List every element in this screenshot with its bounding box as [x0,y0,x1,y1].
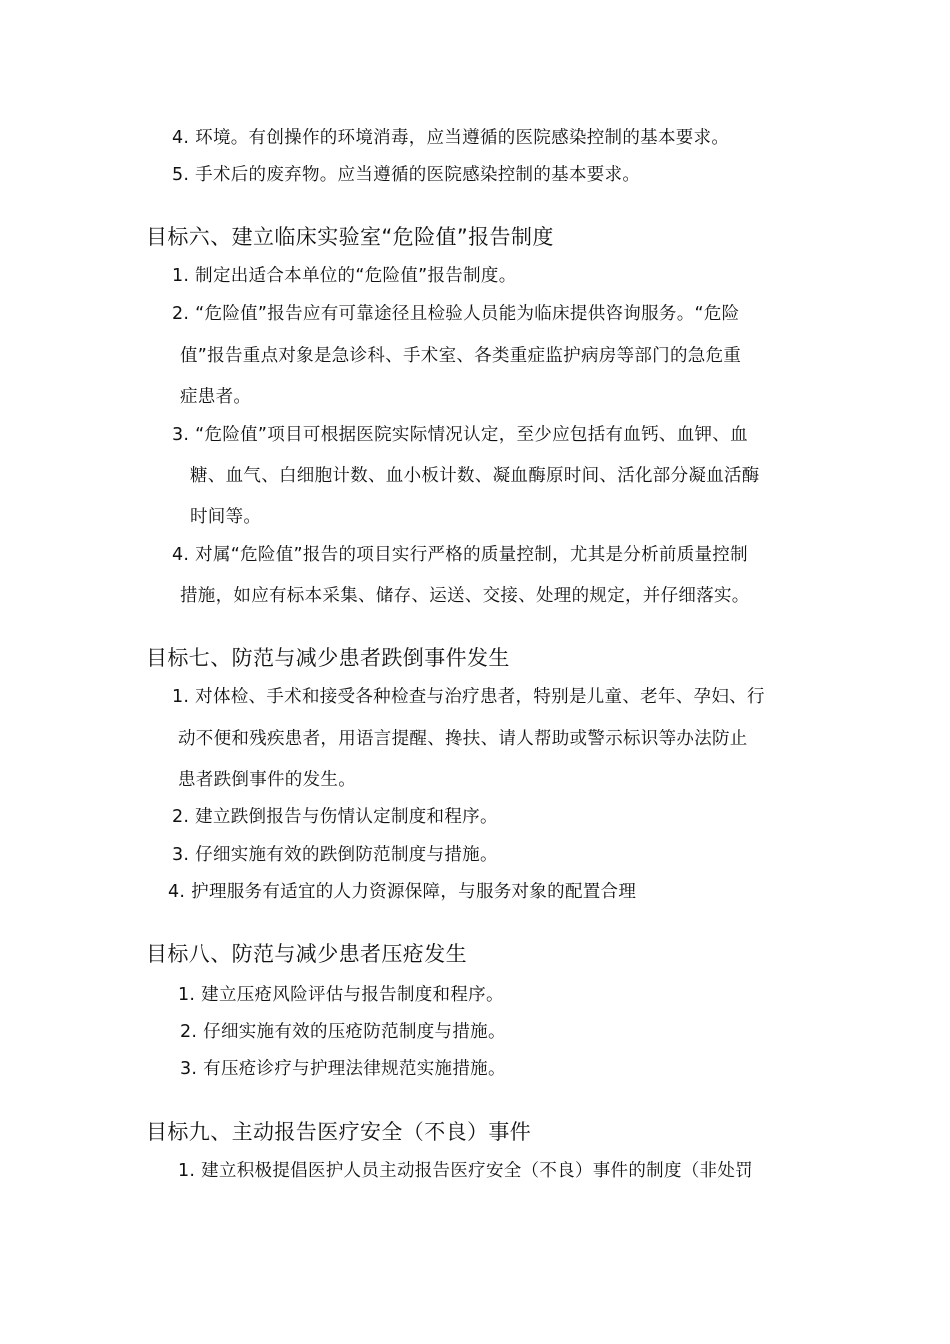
body-line: 3. 仔细实施有效的跌倒防范制度与措施。 [172,845,498,865]
body-line: 2. “危险值”报告应有可靠途径且检验人员能为临床提供咨询服务。“危险 [172,304,740,324]
intro-line: 5. 手术后的废弃物。应当遵循的医院感染控制的基本要求。 [172,165,641,185]
body-line: 4. 对属“危险值”报告的项目实行严格的质量控制，尤其是分析前质量控制 [172,545,748,565]
intro-line: 4. 环境。有创操作的环境消毒，应当遵循的医院感染控制的基本要求。 [172,128,730,148]
body-line: 2. 仔细实施有效的压疮防范制度与措施。 [180,1022,506,1042]
body-line: 症患者。 [180,387,252,407]
section-heading: 目标九、主动报告医疗安全（不良）事件 [146,1120,532,1144]
body-line: 1. 建立积极提倡医护人员主动报告医疗安全（不良）事件的制度（非处罚 [178,1161,753,1181]
body-line: 4. 护理服务有适宜的人力资源保障，与服务对象的配置合理 [168,882,637,902]
body-line: 动不便和残疾患者，用语言提醒、搀扶、请人帮助或警示标识等办法防止 [178,729,748,749]
body-line: 糖、血气、白细胞计数、血小板计数、凝血酶原时间、活化部分凝血活酶 [190,466,760,486]
body-line: 1. 建立压疮风险评估与报告制度和程序。 [178,985,504,1005]
body-line: 2. 建立跌倒报告与伤情认定制度和程序。 [172,807,498,827]
body-line: 时间等。 [190,507,262,527]
section-heading: 目标七、防范与减少患者跌倒事件发生 [146,646,510,670]
body-line: 3. 有压疮诊疗与护理法律规范实施措施。 [180,1059,506,1079]
body-line: 患者跌倒事件的发生。 [178,770,356,790]
body-line: 1. 制定出适合本单位的“危险值”报告制度。 [172,266,517,286]
body-line: 措施，如应有标本采集、储存、运送、交接、处理的规定，并仔细落实。 [180,586,750,606]
section-heading: 目标六、建立临床实验室“危险值”报告制度 [146,225,554,249]
section-heading: 目标八、防范与减少患者压疮发生 [146,942,467,966]
body-line: 值”报告重点对象是急诊科、手术室、各类重症监护病房等部门的急危重 [180,346,742,366]
body-line: 3. “危险值”项目可根据医院实际情况认定，至少应包括有血钙、血钾、血 [172,425,748,445]
body-line: 1. 对体检、手术和接受各种检查与治疗患者，特别是儿童、老年、孕妇、行 [172,687,765,707]
